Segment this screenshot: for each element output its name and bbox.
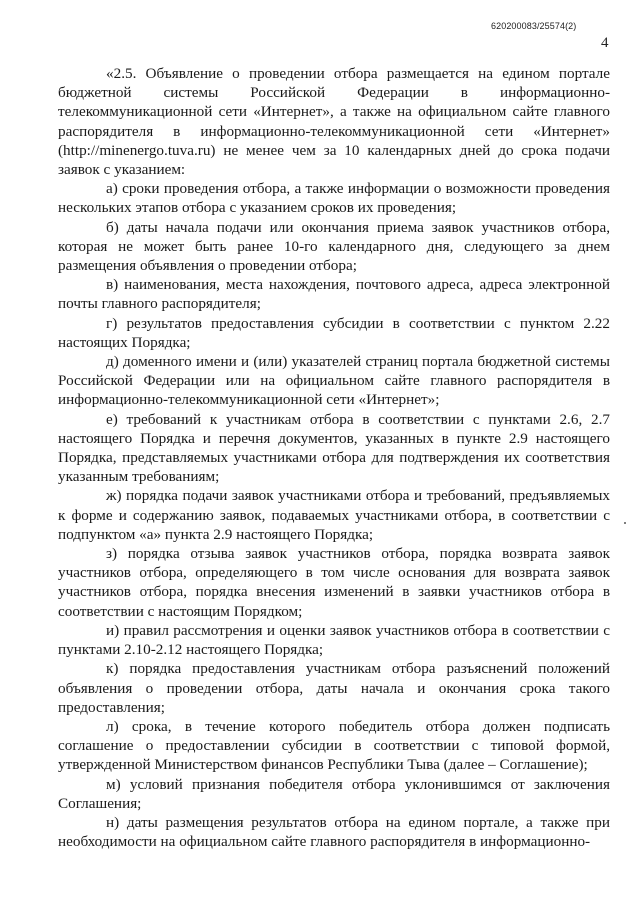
document-id: 620200083/25574(2) [491,21,577,31]
list-item-v: в) наименования, места нахождения, почтового адреса, адреса электронной почты главного распорядителя; [58,276,610,313]
list-item-m: м) условий признания победителя отбора уклонившимся от заключения Соглашения; [58,775,610,812]
list-item-e: е) требований к участникам отбора в соответствии с пунктами 2.6, 2.7 настоящего Порядка и перечня документов, указанных в пункте 2.9 настоящего Порядка, представляемых участниками отбора для подтверждения их соответствия указанным требованиям; [58,410,610,486]
list-item-k: к) порядка предоставления участникам отбора разъяснений положений объявления о проведении отбора, даты начала и окончания срока такого предоставления; [58,660,610,716]
list-item-a: а) сроки проведения отбора, а также информации о возможности проведения нескольких этапов отбора с указанием сроков их проведения; [58,180,610,217]
page-number: 4 [601,35,609,51]
list-item-n: н) даты размещения результатов отбора на едином портале, а также при необходимости на официальном сайте главного распорядителя в информационно- [58,813,610,851]
list-item-g: г) результатов предоставления субсидии в соответствии с пунктом 2.22 настоящих Порядка; [58,314,610,351]
scan-speck [624,522,626,524]
document-body [58,64,610,851]
list-item-zh: ж) порядка подачи заявок участниками отбора и требований, предъявляемых к форме и содержанию заявок, подаваемых участниками отбора, в соответствии с подпунктом «а» пункта 2.9 настоящего Порядка; [58,487,610,543]
list-item-d: д) доменного имени и (или) указателей страниц портала бюджетной системы Российской Федерации или на официальном сайте главного распорядителя в информационно-телекоммуникационной сети «Интернет»; [58,353,610,409]
list-item-b: б) даты начала подачи или окончания приема заявок участников отбора, которая не может быть ранее 10-го календарного дня, следующего за днем размещения объявления о проведении отбора; [58,218,610,275]
paragraph-intro: «2.5. Объявление о проведении отбора размещается на едином портале бюджетной системы Российской Федерации в информационно-телекоммуникационной сети «Интернет», а также на официальном сайте главного распорядителя в информационно-телекоммуникационной сети «Интернет» (http://minenergo.tuva.ru) не менее чем за 10 календарных дней до срока подачи заявок с указанием: [58,65,610,179]
list-item-l: л) срока, в течение которого победитель отбора должен подписать соглашение о предоставлении субсидии в соответствии с типовой формой, утвержденной Министерством финансов Республики Тыва (далее – Соглашение); [58,717,610,774]
list-item-z: з) порядка отзыва заявок участников отбора, порядка возврата заявок участников отбора, определяющего в том числе основания для возврата заявок участников отбора, порядка внесения изменений в заявки участников отбора в соответствии с настоящим Порядком; [58,545,610,620]
list-item-i: и) правил рассмотрения и оценки заявок участников отбора в соответствии с пунктами 2.10-2.12 настоящего Порядка; [58,621,610,659]
